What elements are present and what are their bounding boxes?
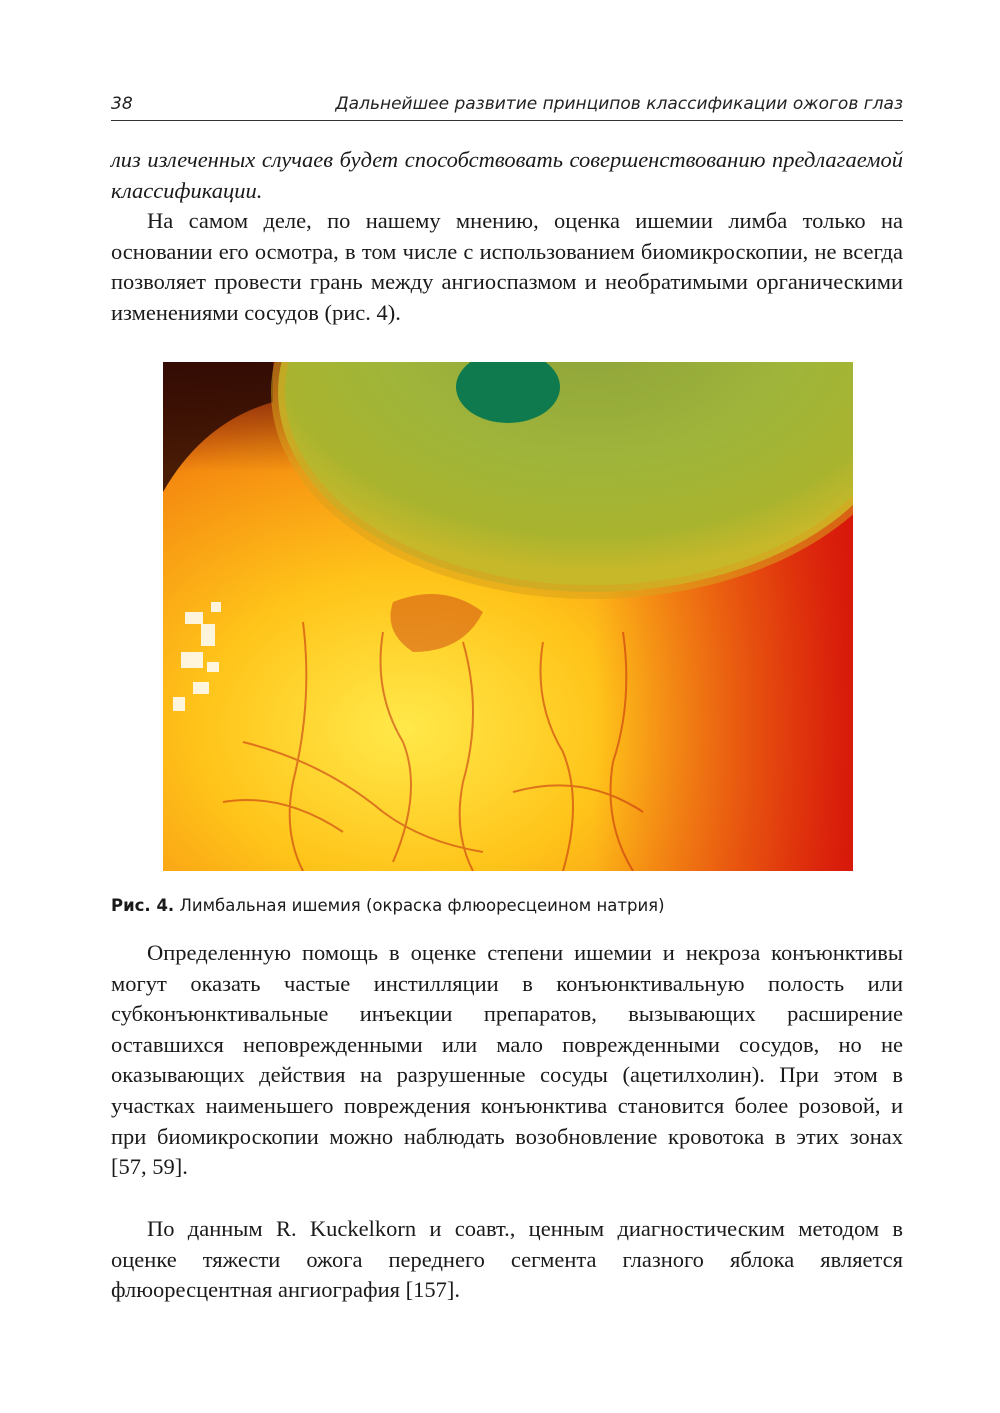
page-number: 38 xyxy=(111,94,133,114)
paragraph-1: На самом деле, по нашему мнению, оценка ишемии лимба только на основании его осмотра, в том числе с использованием биомикроскопии, не всегда позволяет провести грань между ангиоспазмом и необратимыми органическими изменениями сосудов (рис. 4). xyxy=(111,208,903,325)
book-page xyxy=(111,0,903,1413)
figure-limbal-ischemia-photo xyxy=(163,362,853,871)
figure-caption-label: Рис. 4. xyxy=(111,896,175,915)
figure-caption xyxy=(111,896,903,915)
paragraph-2: Определенную помощь в оценке степени ишемии и некроза конъюнктивы могут оказать частые инстилляции в конъюнктивальную полость или субконъюнктивальные инъекции препаратов, вызывающих расширение оставшихся неповрежденными или мало поврежденными сосудов, но не оказывающих действия на разрушенные сосуды (ацетилхолин). При этом в участках наименьшего повреждения конъюнктива становится более розовой, и при биомикроскопии можно наблюдать возобновление кровотока в этих зонах [57, 59]. xyxy=(111,940,903,1180)
running-title: Дальнейшее развитие принципов классификации ожогов глаз xyxy=(335,94,903,114)
paragraph-3: По данным R. Kuckelkorn и соавт., ценным диагностическим методом в оценке тяжести ожога переднего сегмента глазного яблока является флюоресцентная ангиография [157]. xyxy=(111,1216,903,1303)
intro-italic-paragraph: лиз излеченных случаев будет способствовать совершенствованию предлагаемой классификации. xyxy=(111,147,903,203)
eye-photo-illustration xyxy=(163,362,853,871)
figure-caption-text: Лимбальная ишемия (окраска флюоресцеином натрия) xyxy=(179,896,665,915)
running-header xyxy=(111,86,903,121)
